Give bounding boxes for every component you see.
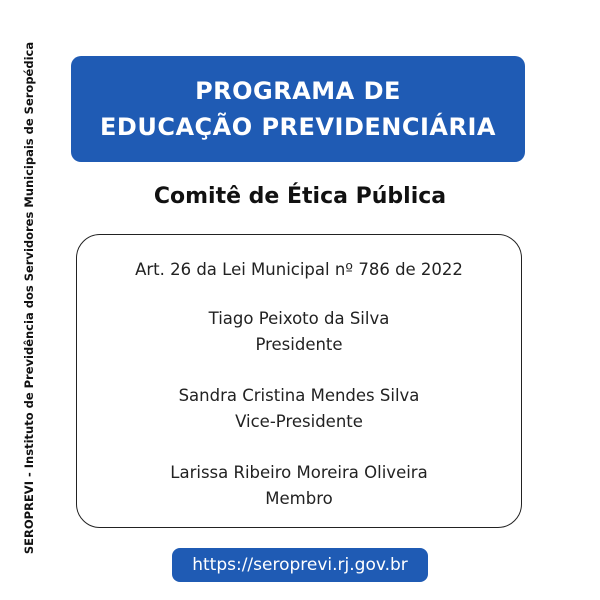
committee-info-box [76, 234, 522, 528]
member-role-member: Membro [265, 489, 333, 508]
member-name-president: Tiago Peixoto da Silva [208, 309, 390, 328]
law-reference: Art. 26 da Lei Municipal nº 786 de 2022 [135, 260, 463, 279]
member-role-president: Presidente [255, 335, 343, 354]
side-caption: SEROPREVI - Instituto de Previdência dos Servidores Municipais de Seropédica [22, 41, 36, 555]
website-link[interactable]: https://seroprevi.rj.gov.br [172, 548, 428, 582]
banner-title-line-2: EDUCAÇÃO PREVIDENCIÁRIA [100, 113, 496, 141]
member-name-vice-president: Sandra Cristina Mendes Silva [178, 386, 420, 405]
committee-title: Comitê de Ética Pública [153, 184, 447, 209]
program-banner [71, 56, 525, 162]
banner-title-line-1: PROGRAMA DE [195, 77, 401, 105]
member-name-member: Larissa Ribeiro Moreira Oliveira [170, 463, 428, 482]
member-role-vice-president: Vice-Presidente [235, 412, 363, 431]
